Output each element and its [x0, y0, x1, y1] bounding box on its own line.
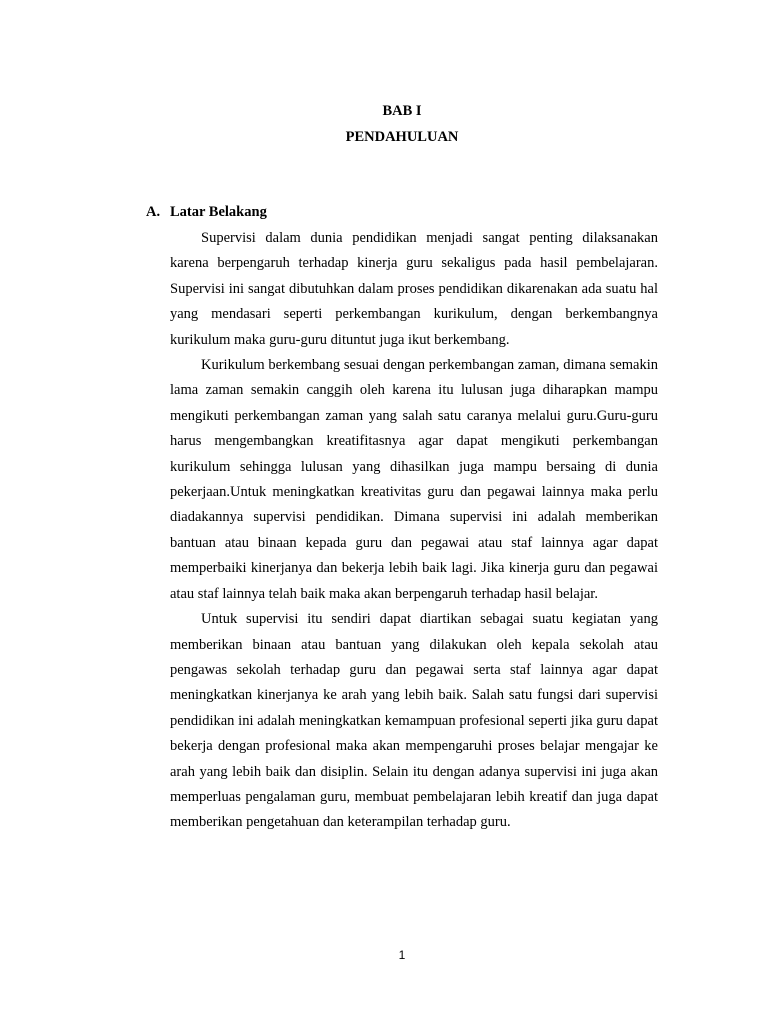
paragraph: Kurikulum berkembang sesuai dengan perkembangan zaman, dimana semakin lama zaman semakin canggih oleh karena itu lulusan juga diharapkan mampu mengikuti perkembangan zaman yang salah satu caranya melalui guru.Guru-guru harus mengembangkan kreatifitasnya agar dapat mengikuti perkembangan kurikulum sehingga lulusan yang dihasilkan juga mampu bersaing di dunia pekerjaan.Untuk meningkatkan kreativitas guru dan pegawai lainnya maka perlu diadakannya supervisi pendidikan. Dimana supervisi ini adalah memberikan bantuan atau binaan kepada guru dan pegawai atau staf lainnya agar dapat memperbaiki kinerjanya dan bekerja lebih baik lagi. Jika kinerja guru dan pegawai atau staf lainnya telah baik maka akan berpengaruh terhadap hasil belajar.	[170, 357, 658, 602]
section-number: A.	[146, 204, 161, 220]
section-title: Latar Belakang	[170, 204, 267, 220]
page-number: 1	[398, 948, 406, 962]
section-heading	[146, 203, 267, 221]
chapter-heading: BAB I	[382, 103, 422, 119]
chapter-title: PENDAHULUAN	[345, 129, 459, 145]
body-text	[170, 226, 658, 836]
paragraph: Supervisi dalam dunia pendidikan menjadi sangat penting dilaksanakan karena berpengaruh terhadap kinerja guru sekaligus pada hasil pembelajaran. Supervisi ini sangat dibutuhkan dalam proses pendidikan dikarenakan ada suatu hal yang mendasari seperti perkembangan kurikulum, dengan berkembangnya kurikulum maka guru-guru dituntut juga ikut berkembang.	[170, 230, 658, 348]
paragraph: Untuk supervisi itu sendiri dapat diartikan sebagai suatu kegiatan yang memberikan binaan atau bantuan yang dilakukan oleh kepala sekolah atau pengawas sekolah terhadap guru dan pegawai serta staf lainnya agar dapat meningkatkan kinerjanya ke arah yang lebih baik. Salah satu fungsi dari supervisi pendidikan ini adalah meningkatkan kemampuan profesional seperti jika guru dapat bekerja dengan profesional maka akan mempengaruhi proses belajar mengajar ke arah yang lebih baik dan disiplin. Selain itu dengan adanya supervisi ini juga akan memperluas pengalaman guru, membuat pembelajaran lebih kreatif dan juga dapat memberikan pengetahuan dan keterampilan terhadap guru.	[170, 611, 658, 831]
